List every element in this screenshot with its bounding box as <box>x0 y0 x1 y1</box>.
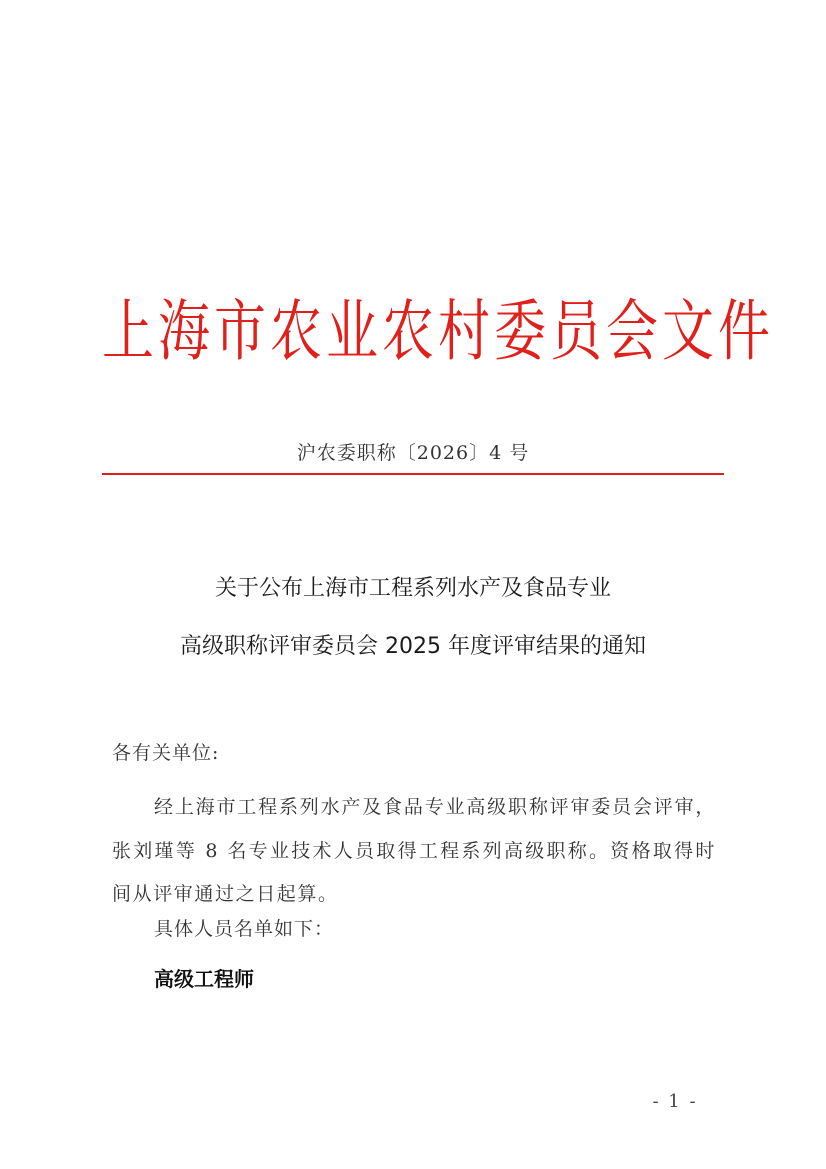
document-number: 沪农委职称〔2026〕4 号 <box>296 442 530 464</box>
notice-title-line-2: 高级职称评审委员会 2025 年度评审结果的通知 <box>180 634 646 659</box>
red-divider <box>102 473 724 475</box>
body-paragraph: 经上海市工程系列水产及食品专业高级职称评审委员会评审，张刘瑾等 8 名专业技术人员取得工程系列高级职称。资格取得时间从评审通过之日起算。 <box>112 796 716 905</box>
salutation: 各有关单位: <box>112 742 220 764</box>
issuer-title: 上海市农业农村委员会文件 <box>102 293 775 371</box>
page-number: - 1 - <box>652 1091 698 1112</box>
notice-title-line-1: 关于公布上海市工程系列水产及食品专业 <box>214 576 611 601</box>
list-intro: 具体人员名单如下： <box>154 918 335 940</box>
section-heading: 高级工程师 <box>154 967 254 991</box>
